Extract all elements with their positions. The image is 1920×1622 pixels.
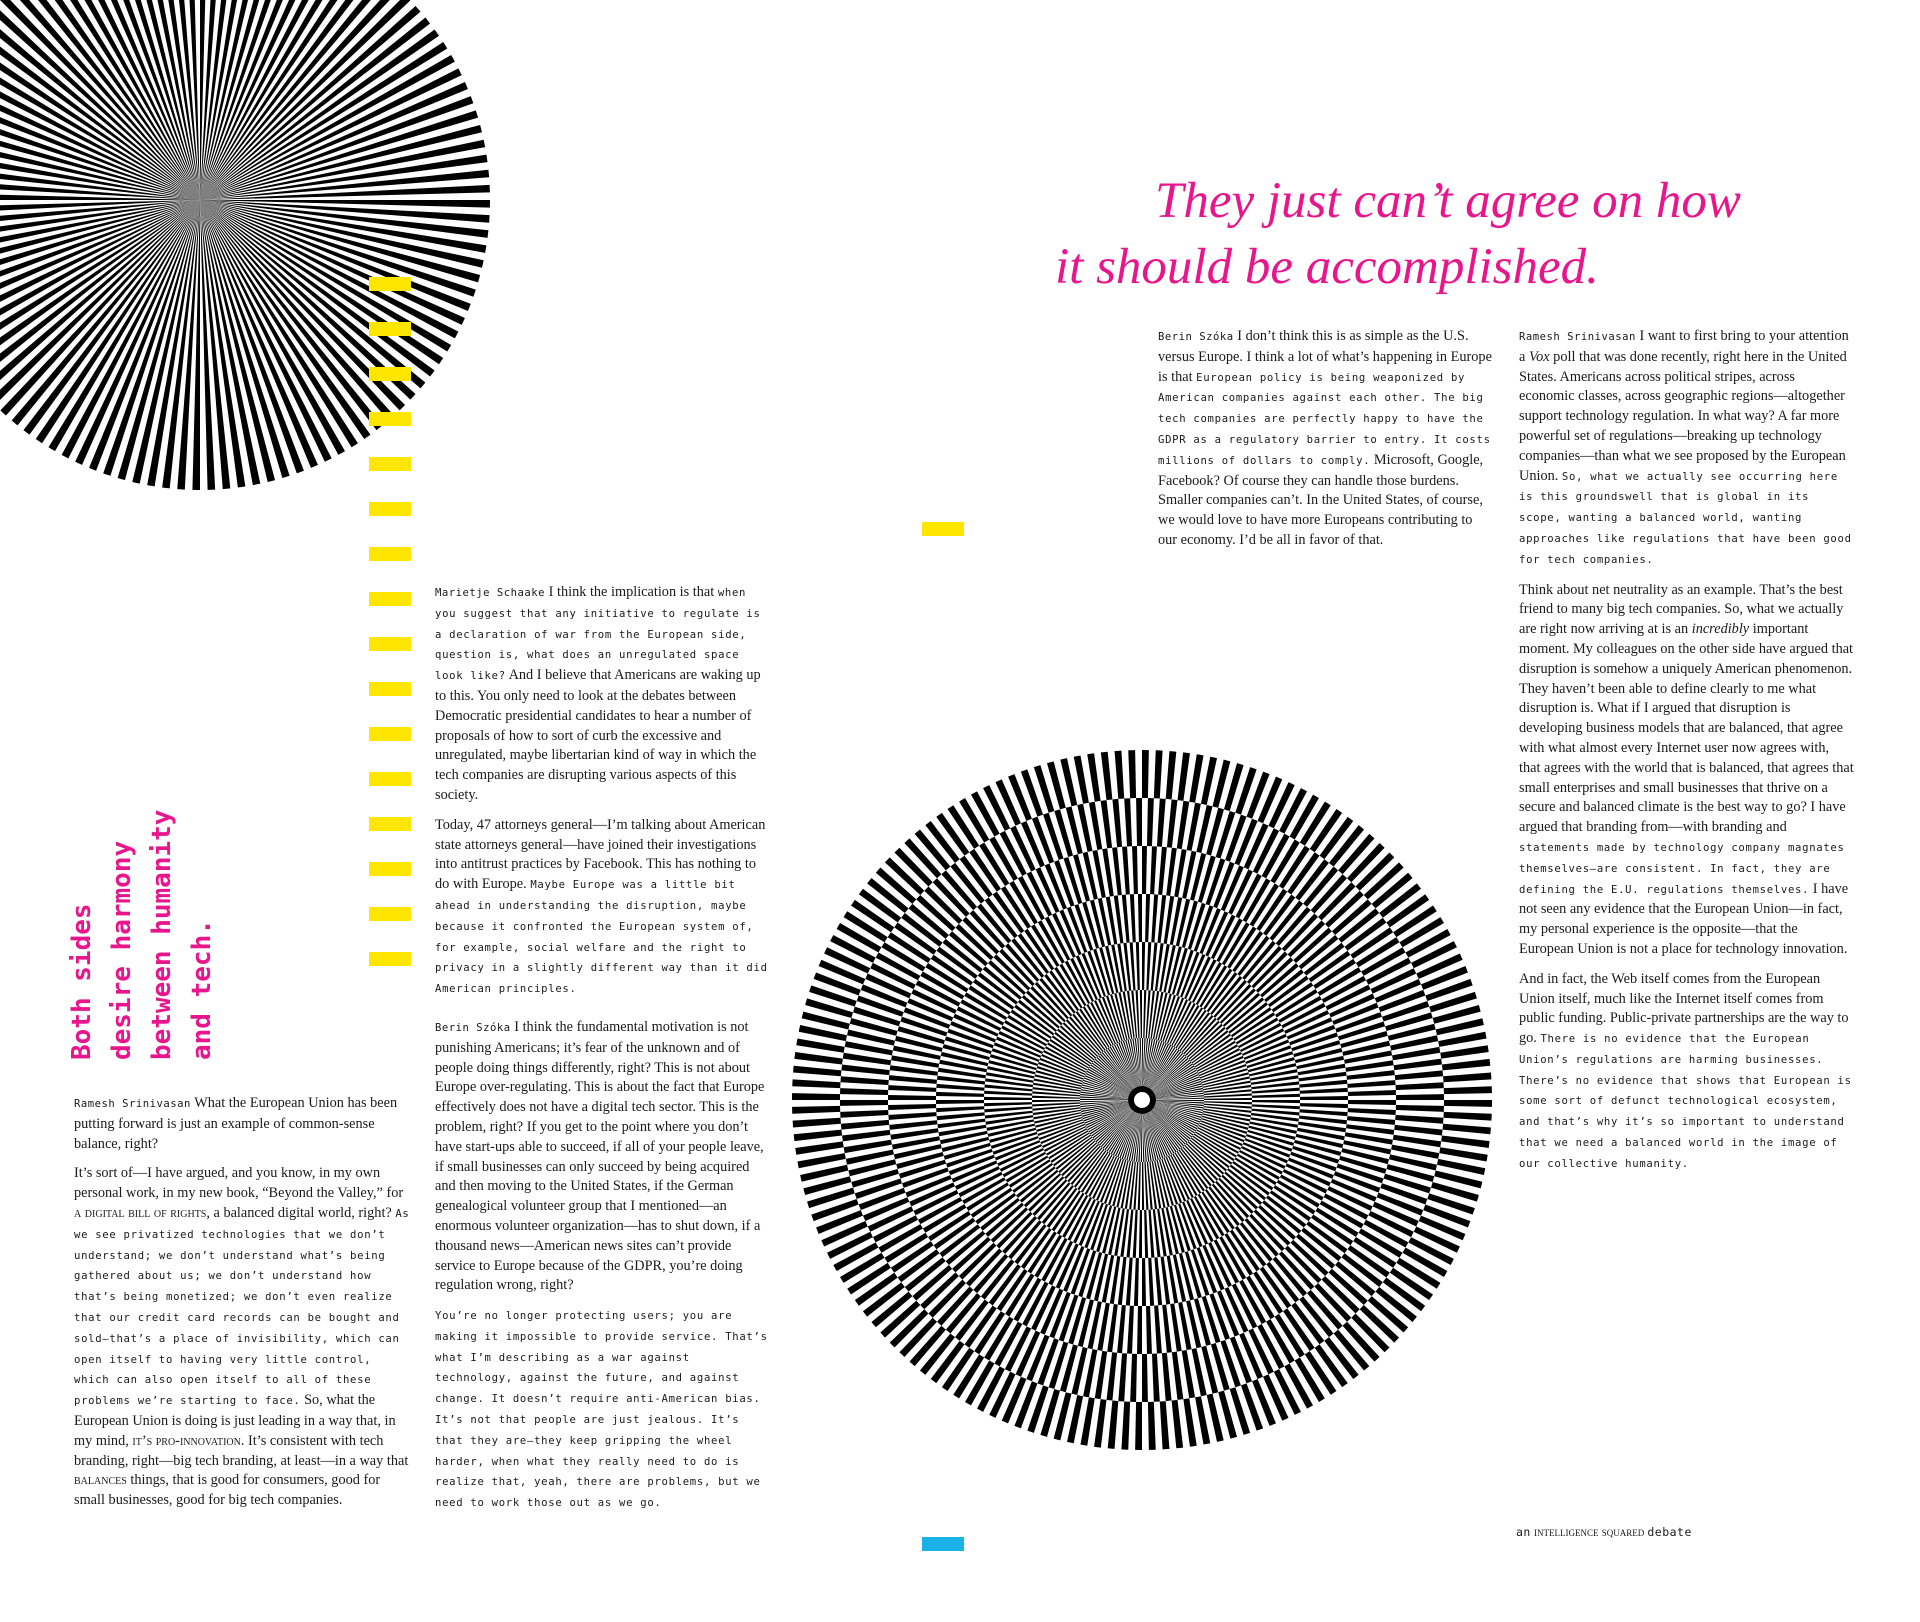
speaker-name: Berin Szóka [1158, 331, 1234, 343]
italic-text: Vox [1528, 348, 1550, 365]
radial-checker-burst-icon [787, 745, 1497, 1455]
body-text: Think about net neutrality as an example. That’s the best friend to many big tech companies. So, what we actually are right now arriving at is an [1519, 581, 1844, 638]
body-text: Today, 47 attorneys general—I’m talking about American state attorneys general—have joined their investigations into antitrust practices by Facebook. This has nothing to do with Europe. [435, 816, 766, 893]
footer-prefix: an [1516, 1525, 1531, 1539]
body-text: I have not seen any evidence that the European Union—in fact, my personal experience is the opposite—that the European Union is not a place for technology innovation. [1519, 880, 1849, 957]
yellow-marker [922, 522, 964, 536]
yellow-marker [369, 817, 411, 831]
yellow-marker [369, 637, 411, 651]
body-text: What the European Union has been putting forward is just an example of common-sense balance, right? [74, 1095, 398, 1152]
footer-suffix: debate [1647, 1525, 1692, 1539]
body-text: I think the fundamental motivation is not punishing Americans; it’s fear of the unknown and of people doing things differently, right? This is not about Europe over-regulating. This is about the fact that Europe effectively does not have a digital tech sector. This is the problem, right? If you get to the point where you don’t have start-ups able to succeed, if all of your people leave, if small businesses can only succeed by being acquired and then moving to the United States, if the German genealogical volunteer group that I mentioned—an enormous volunteer organization—has to shut down, if a thousand news—American news sites can’t provide service to Europe because of the GDPR, you’re doing regulation wrong, right? [435, 1018, 765, 1294]
column-right-center [1158, 327, 1493, 561]
paragraph [1519, 327, 1854, 571]
yellow-marker [369, 952, 411, 966]
yellow-marker [369, 412, 411, 426]
yellow-marker [369, 862, 411, 876]
burst-center-hole [1134, 1092, 1150, 1108]
burst-rays [0, 0, 490, 490]
yellow-marker [369, 277, 411, 291]
cyan-marker [922, 1537, 964, 1551]
paragraph [435, 583, 771, 806]
yellow-marker [369, 457, 411, 471]
mono-emphasis-text: when you suggest that any initiative to regulate is a declaration of war from the European side, question is, what does an unregulated space look like? [435, 587, 761, 683]
mono-emphasis-text: European policy is being weaponized by American companies against each other. The big tech companies are perfectly happy to have the GDPR as a regulatory barrier to entry. It costs millions of dollars to comply. [1158, 371, 1491, 467]
footer-credit [1516, 1524, 1692, 1540]
yellow-marker [369, 682, 411, 696]
vertical-quote [62, 810, 222, 1060]
small-caps-text: a digital bill of rights [74, 1204, 207, 1221]
pull-quote [1055, 168, 1875, 300]
yellow-marker [369, 727, 411, 741]
mono-emphasis-text: Maybe Europe was a little bit ahead in understanding the disruption, maybe because it confronted the European system of, for example, social welfare and the right to privacy in a slightly different way than it did American principles. [435, 879, 768, 996]
italic-text: incredibly [1691, 621, 1750, 638]
body-text: poll that was done recently, right here in the United States. Americans across political stripes, across economic classes, across geographic regions—altogether support technology regulation. In what way? A far more powerful set of regulations—breaking up technology companies—than what we see proposed by the European Union. [1519, 348, 1847, 484]
mono-emphasis-text: You’re no longer protecting users; you are making it impossible to provide service. That’s what I’m describing as a war against technology, against the future, and against change. It doesn’t require anti-American bias. It’s not that people are just jealous. It’s that they are—they keep gripping the wheel harder, when what they really need to do is realize that, yeah, there are problems, but we need to work those out as we go. [435, 1310, 768, 1510]
paragraph [1158, 327, 1493, 551]
paragraph [435, 1306, 771, 1514]
pull-quote-line-1: They just can’t agree on how [1155, 173, 1741, 229]
body-text: I want to first bring to your attention a [1519, 328, 1849, 365]
paragraph [435, 1018, 771, 1296]
mono-emphasis-text: So, what we actually see occurring here is this groundswell that is global in its scope, wanting a balanced world, wanting approaches like regulations that have been good for tech companies. [1519, 470, 1852, 566]
body-text: important moment. My colleagues on the other side have argued that disruption is somehow a uniquely American phenomenon. They haven’t been able to define clearly to me what disruption is. What if I argued that disruption is developing business models that are balanced, that agree with what almost every Internet user now agrees with, that agrees with the world that is balanced, that agrees that small enterprises and small businesses that thrive on a secure and balanced climate is the best way to go? I have argued that branding from—with branding and [1519, 621, 1854, 836]
vertical-quote-line: and tech. [187, 919, 217, 1060]
paragraph [1519, 581, 1854, 960]
body-text: things, that is good for consumers, good for small businesses, good for big tech companies. [74, 1472, 381, 1509]
body-text: It’s sort of—I have argued, and you know, in my own personal work, in my new book, “Beyond the Valley,” for [74, 1165, 404, 1202]
speaker-name: Ramesh Srinivasan [74, 1098, 191, 1110]
body-text: . It’s consistent with tech branding, right—big tech branding, at least—in a way that [74, 1432, 409, 1469]
body-text: Microsoft, Google, Facebook? Of course they can handle those burdens. Smaller companies can’t. In the United States, of course, we would love to have more Europeans contributing to our economy. I’d be all in favor of that. [1158, 451, 1484, 548]
vertical-quote-line: Both sides [67, 903, 97, 1060]
body-text: And I believe that Americans are waking up to this. You only need to look at the debates between Democratic presidential candidates to hear a number of proposals of how to sort of curb the excessive and unregulated, maybe libertarian kind of way in which the tech companies are disrupting various aspects of this society. [435, 667, 761, 803]
body-text: I think the implication is that [548, 584, 715, 600]
small-caps-text: it’s pro-innovation [132, 1432, 241, 1449]
yellow-marker [369, 502, 411, 516]
speaker-name: Berin Szóka [435, 1021, 511, 1034]
paragraph [74, 1094, 410, 1154]
yellow-marker [369, 772, 411, 786]
yellow-marker [369, 592, 411, 606]
yellow-marker [369, 547, 411, 561]
paragraph [435, 816, 771, 1000]
body-text: I don’t think this is as simple as the U.S. versus Europe. I think a lot of what’s happening in Europe is that [1158, 328, 1492, 385]
column-right [1519, 327, 1854, 1185]
mono-emphasis-text: There is no evidence that the European Union’s regulations are harming businesses. There’s no evidence that shows that European is some sort of defunct technological ecosystem, and that’s why it’s so important to understand that we need a balanced world in the image of our collective humanity. [1519, 1033, 1852, 1170]
column-middle [435, 583, 771, 1524]
body-text: So, what the European Union is doing is just leading in a way that, in my mind, [74, 1392, 396, 1449]
body-text: And in fact, the Web itself comes from the European Union itself, much like the Internet itself comes from public funding. Public-private partnerships are the way to go. [1519, 970, 1849, 1047]
vertical-quote-line: desire harmony [107, 840, 137, 1060]
yellow-marker [369, 907, 411, 921]
speaker-name: Marietje Schaake [435, 587, 546, 599]
body-text: , a balanced digital world, right? [206, 1204, 392, 1221]
yellow-marker [369, 322, 411, 336]
mono-emphasis-text: As we see privatized technologies that we don’t understand; we don’t understand what’s being gathered about us; we don’t understand how that’s being monetized; we don’t even realize that our credit card records can be bought and sold—that’s a place of invisibility, which can open itself to having very little control, which can also open itself to all of these problems we’re starting to face. [74, 1207, 410, 1408]
pull-quote-line-2: it should be accomplished. [1055, 239, 1599, 295]
yellow-marker [369, 367, 411, 381]
mono-emphasis-text: statements made by technology company magnates themselves—are consistent. In fact, they are defining the E.U. regulations themselves. [1519, 841, 1845, 896]
paragraph [1519, 970, 1854, 1175]
footer-brand: intelligence squared [1533, 1524, 1645, 1539]
small-caps-text: balances [74, 1472, 127, 1489]
radial-stripe-burst-icon [0, 0, 495, 495]
vertical-quote-line: between humanity [147, 809, 177, 1060]
paragraph [74, 1164, 410, 1511]
speaker-name: Ramesh Srinivasan [1519, 331, 1636, 343]
column-left [74, 1094, 410, 1521]
